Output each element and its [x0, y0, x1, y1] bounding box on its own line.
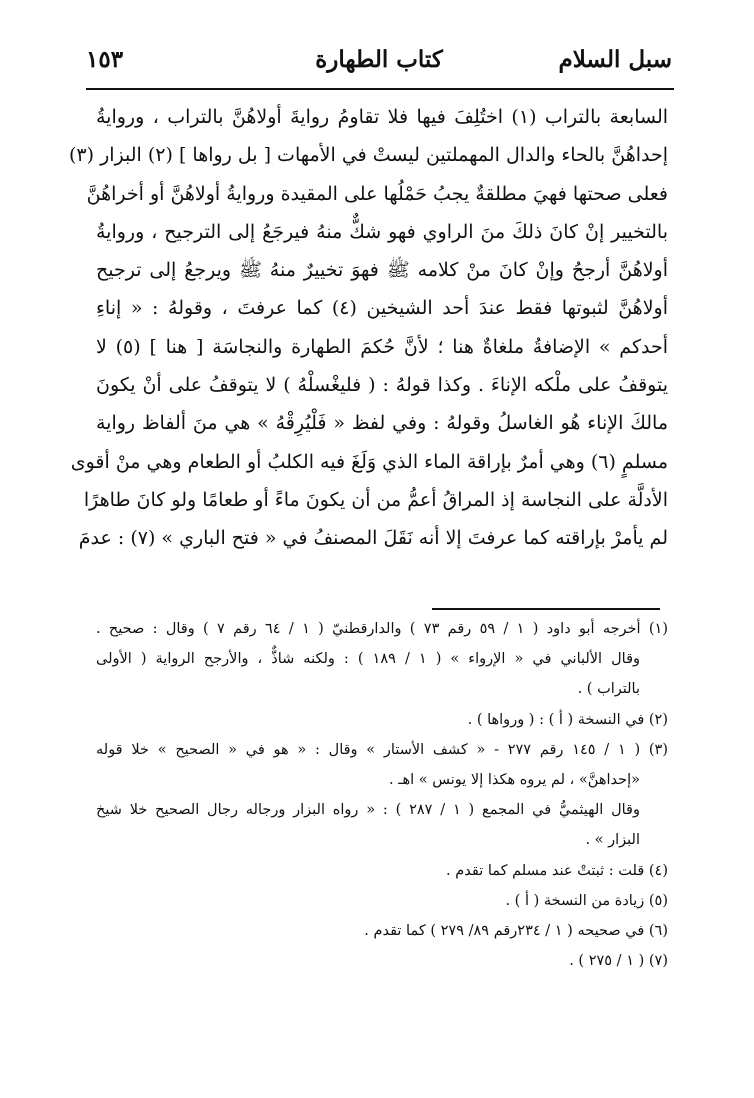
text-line: أولاهُنَّ لثبوتها فقط عندَ أحد الشيخين (٤) كما عرفتَ ، وقولهُ : « إناءِ	[96, 297, 668, 320]
text-line: أحدكم » الإضافةُ ملغاةٌ هنا ؛ لأنَّ حُكمَ الطهارة والنجاسَة [ هنا ] (٥) لا	[96, 335, 668, 358]
footnote-line: (٢) في النسخة ( أ ) : ( ورواها ) .	[467, 711, 668, 728]
main-text	[68, 98, 669, 558]
text-line: فعلى صحتها فهيَ مطلقةٌ يجبُ حَمْلُها على المقيدة وروايةُ أولاهُنَّ أو أخراهُنَّ	[86, 182, 668, 205]
text-line: بالتخيير إنْ كانَ ذلكَ منَ الراوي فهو شكٌّ منهُ فيرجَعُ إلى الترجيح ، وروايةُ	[96, 220, 668, 243]
book-title: سبل السلام	[558, 46, 672, 73]
footnote-line: (٧) ( ١ / ٢٧٥ ) .	[569, 953, 668, 970]
running-header	[86, 46, 672, 84]
text-line: مسلمٍ (٦) وهي أمرٌ بإراقة الماء الذي وَلَغَ فيه الكلبُ أو الطعام وهي منْ أقوى	[70, 450, 668, 473]
footnote-separator	[432, 608, 660, 610]
text-line: مالكَ الإناء هُو الغاسلُ وقولهُ : وفي لفظ « فَلْيُرِقْهُ » هي منَ ألفاظ رواية	[96, 412, 668, 435]
text-line: أولاهُنَّ أرجحُ وإنْ كانَ منْ كلامه ﷺ فهوَ تخييرٌ منهُ ﷺ ويرجعُ إلى ترجيح	[96, 259, 668, 282]
text-line: لم يأمرْ بإراقته كما عرفتَ إلا أنه نَقَلَ المصنفُ في « فتح الباري » (٧) : عدمَ	[78, 527, 668, 550]
footnote-line: البزار » .	[585, 832, 640, 849]
text-line: يتوقفُ على ملْكه الإناءَ . وكذا قولهُ : ( فليغْسلْهُ ) لا يتوقفُ على أنْ يكونَ	[96, 374, 668, 397]
footnote-line: (٤) قلت : ثبتتْ عند مسلم كما تقدم .	[446, 862, 668, 879]
footnotes	[96, 614, 668, 976]
page-number: ١٥٣	[86, 46, 124, 73]
text-line: إحداهُنَّ بالحاء والدال المهملتين ليستْ في الأمهات [ بل رواها ] (٢) البزار (٣)	[68, 144, 668, 167]
footnote-line: (٥) زيادة من النسخة ( أ ) .	[505, 892, 668, 909]
footnote-line: (١) أخرجه أبو داود ( ١ / ٥٩ رقم ٧٣ ) والدارقطنيّ ( ١ / ٦٤ رقم ٧ ) وقال : صحيح .	[96, 621, 668, 637]
footnote-line: (٣) ( ١ / ١٤٥ رقم ٢٧٧ - « كشف الأستار » وقال : « هو في « الصحيح » خلا قوله	[96, 741, 668, 758]
footnote-line: (٦) في صحيحه ( ١ / ٢٣٤رقم ٨٩/ ٢٧٩ ) كما تقدم .	[364, 922, 668, 939]
chapter-title: كتاب الطهارة	[315, 46, 443, 73]
header-rule	[86, 88, 674, 90]
footnote-line: وقال الألباني في « الإرواء » ( ١ / ١٨٩ ) : ولكنه شاذٌّ ، والأرجح الرواية ( الأولى	[96, 651, 641, 668]
footnote-line: «إحداهنَّ» ، لم يروه هكذا إلا يونس » اهـ .	[389, 771, 640, 788]
footnote-line: وقال الهيثميُّ في المجمع ( ١ / ٢٨٧ ) : « رواه البزار ورجاله رجال الصحيح خلا شيخ	[96, 802, 640, 819]
text-line: الأدلَّة على النجاسة إذ المراقُ أعمُّ من أن يكونَ ماءً أو طعامًا ولو كانَ طاهرًا	[83, 488, 668, 511]
footnote-line: بالتراب ) .	[577, 681, 640, 698]
text-line: السابعة بالتراب (١) اختُلِفَ فيها فلا تقاومُ روايةَ أولاهُنَّ بالتراب ، وروايةُ	[96, 106, 669, 128]
